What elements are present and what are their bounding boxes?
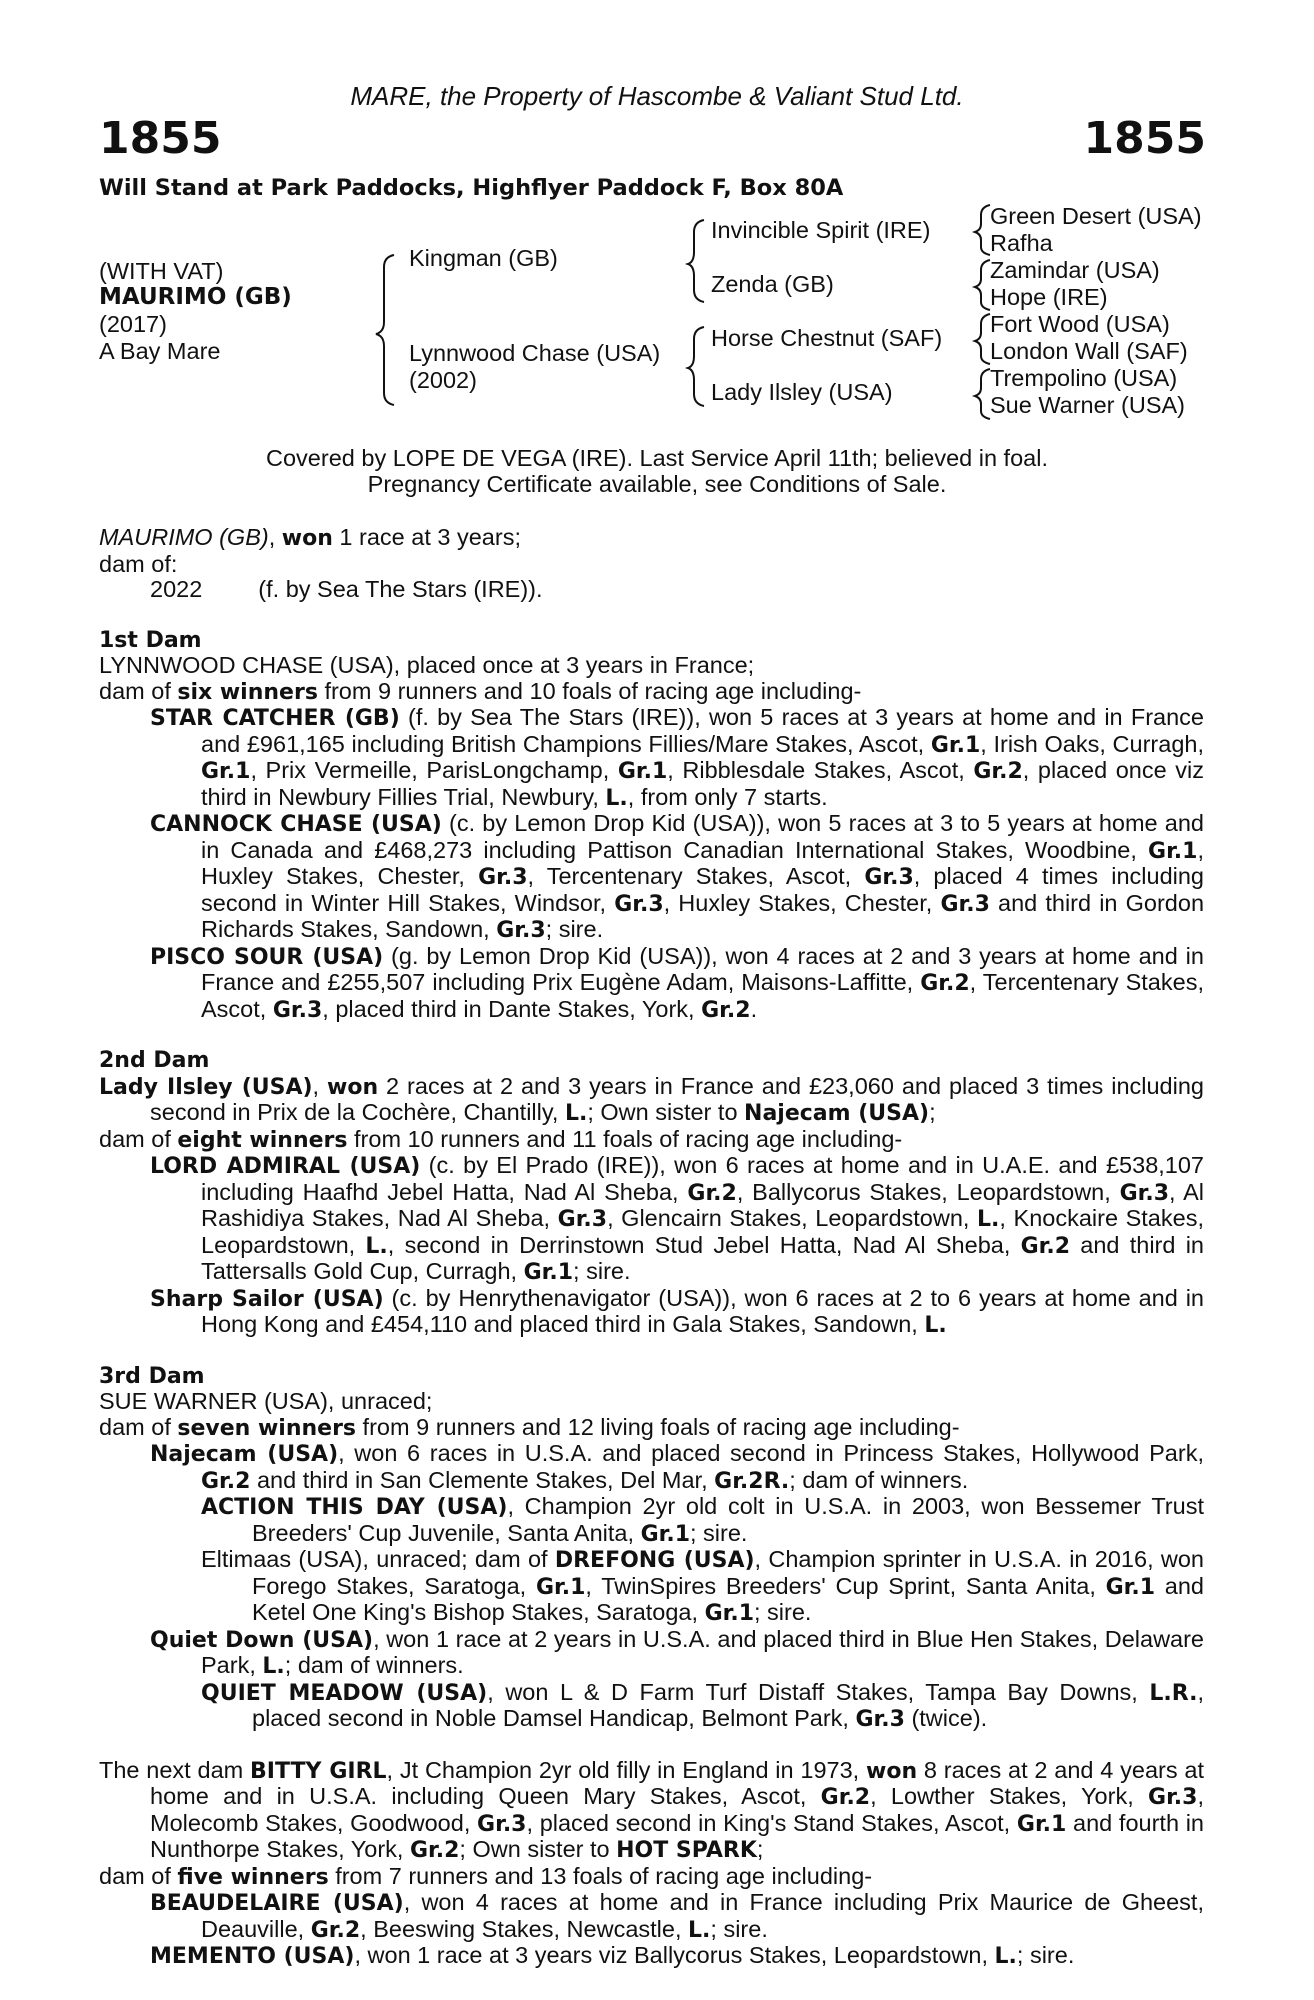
third-dam-damof-b: seven winners <box>177 1415 357 1441</box>
next-dam-line: The next dam BITTY GIRL, Jt Champion 2yr old filly in England in 1973, won 8 races at 2 and 4 years at home and in U.S.A. including Queen Mary Stakes, Ascot, Gr.2, Lowther Stakes, York, Gr.3, Molecomb Stakes, Goodwood, Gr.3, placed second in King's Stand Stakes, Ascot, Gr.1 and fourth in Nunthorpe Stakes, York, Gr.2; Own sister to HOT SPARK; <box>99 1756 1205 1863</box>
first-dam-damof <box>99 679 1204 706</box>
foal-year: 2022 <box>150 576 203 602</box>
next-dam-damof-b: five winners <box>177 1864 329 1890</box>
first-dam-heading: 1st Dam <box>99 627 202 653</box>
vat-label: (WITH VAT) <box>99 258 224 284</box>
pedigree-sds: Zamindar (USA) <box>990 257 1160 283</box>
third-dam-damof <box>99 1415 1204 1442</box>
progeny-quiet-meadow: QUIET MEADOW (USA), won L & D Farm Turf Distaff Stakes, Tampa Bay Downs, L.R., placed second in Noble Damsel Handicap, Belmont Park, Gr.3 (twice). <box>201 1678 1204 1732</box>
progeny-quiet-down: Quiet Down (USA), won 1 race at 2 years in U.S.A. and placed third in Blue Hen Stakes, Delaware Park, L.; dam of winners. <box>150 1625 1204 1679</box>
progeny-sharp-sailor: Sharp Sailor (USA) (c. by Henrythenavigator (USA)), won 6 races at 2 to 6 years at home and in Hong Kong and £454,110 and placed third in Gala Stakes, Sandown, L. <box>150 1284 1204 1338</box>
progeny-beaudelaire: BEAUDELAIRE (USA), won 4 races at home and in France including Prix Maurice de Gheest, Deauville, Gr.2, Beeswing Stakes, Newcastle, L.; sire. <box>150 1889 1204 1943</box>
second-dam-damof-c: from 10 runners and 11 foals of racing age including- <box>347 1125 903 1152</box>
pedigree-dsd: London Wall (SAF) <box>990 338 1188 364</box>
second-dam-line: Lady Ilsley (USA), won 2 races at 2 and 3 years in France and £23,060 and placed 3 times including second in Prix de la Cochère, Chantilly, L.; Own sister to Najecam (USA); <box>99 1072 1204 1126</box>
third-dam-damof-a: dam of <box>99 1413 178 1440</box>
first-dam-damof-c: from 9 runners and 10 foals of racing age including- <box>317 677 862 704</box>
progeny-lord-admiral: LORD ADMIRAL (USA) (c. by El Prado (IRE)), won 6 races at home and in U.A.E. and £538,107 including Haafhd Jebel Hatta, Nad Al Sheba, Gr.2, Ballycorus Stakes, Leopardstown, Gr.3, Al Rashidiya Stakes, Nad Al Sheba, Gr.3, Glencairn Stakes, Leopardstown, L., Knockaire Stakes, Leopardstown, L., second in Derrinstown Stud Jebel Hatta, Nad Al Sheba, Gr.2 and third in Tattersalls Gold Cup, Curragh, Gr.1; sire. <box>150 1152 1204 1285</box>
horse-name: MAURIMO (GB) <box>99 284 292 310</box>
intro-horse-name: MAURIMO (GB) <box>99 524 269 550</box>
progeny-memento: MEMENTO (USA), won 1 race at 3 years viz Ballycorus Stakes, Leopardstown, L.; sire. <box>150 1942 1075 1969</box>
intro-rest: 1 race at 3 years; <box>332 524 521 550</box>
progeny-star-catcher: STAR CATCHER (GB) (f. by Sea The Stars (IRE)), won 5 races at 3 years at home and in France and £961,165 including British Champions Fillies/Mare Stakes, Ascot, Gr.1, Irish Oaks, Curragh, Gr.1, Prix Vermeille, ParisLongchamp, Gr.1, Ribblesdale Stakes, Ascot, Gr.2, placed once viz third in Newbury Fillies Trial, Newbury, L., from only 7 starts. <box>150 704 1204 811</box>
pedigree-dam: Lynnwood Chase (USA) <box>409 340 661 366</box>
pedigree-sire: Kingman (GB) <box>409 245 558 271</box>
next-dam-damof <box>99 1864 1204 1891</box>
pedigree-ssd: Rafha <box>990 230 1053 256</box>
second-dam-damof-b: eight winners <box>177 1127 348 1153</box>
progeny-najecam: Najecam (USA), won 6 races in U.S.A. and placed second in Princess Stakes, Hollywood Park, Gr.2 and third in San Clemente Stakes, Del Mar, Gr.2R.; dam of winners. <box>150 1440 1204 1494</box>
horse-description: A Bay Mare <box>99 338 221 364</box>
pedigree-sss: Green Desert (USA) <box>990 203 1202 229</box>
intro-foal <box>99 577 1204 603</box>
pedigree-dds: Trempolino (USA) <box>990 365 1178 391</box>
second-dam-damof-a: dam of <box>99 1125 178 1152</box>
catalogue-body <box>99 525 1204 1970</box>
second-dam-damof <box>99 1127 1204 1154</box>
horse-year: (2017) <box>99 311 167 337</box>
first-dam-damof-b: six winners <box>177 679 318 705</box>
intro-line: MAURIMO (GB), won 1 race at 3 years; <box>99 524 521 551</box>
progeny-eltimaas: Eltimaas (USA), unraced; dam of DREFONG (USA), Champion sprinter in U.S.A. in 2016, won Forego Stakes, Saratoga, Gr.1, TwinSpires Breeders' Cup Sprint, Santa Anita, Gr.1 and Ketel One King's Bishop Stakes, Saratoga, Gr.1; sire. <box>201 1546 1204 1626</box>
lot-number-left: 1855 <box>99 113 222 164</box>
progeny-cannock-chase: CANNOCK CHASE (USA) (c. by Lemon Drop Kid (USA)), won 5 races at 3 to 5 years at home and in Canada and £468,273 including Pattison Canadian International Stakes, Woodbine, Gr.1, Huxley Stakes, Chester, Gr.3, Tercentenary Stakes, Ascot, Gr.3, placed 4 times including second in Winter Hill Stakes, Windsor, Gr.3, Huxley Stakes, Chester, Gr.3 and third in Gordon Richards Stakes, Sandown, Gr.3; sire. <box>150 810 1205 943</box>
next-dam-damof-c: from 7 runners and 13 foals of racing age including- <box>328 1862 873 1889</box>
pedigree-sire-dam: Zenda (GB) <box>711 271 834 297</box>
pedigree-dss: Fort Wood (USA) <box>990 311 1170 337</box>
stand-location: Will Stand at Park Paddocks, Highflyer Paddock F, Box 80A <box>99 175 844 201</box>
next-dam-damof-a: dam of <box>99 1862 178 1889</box>
pedigree-dam-dam: Lady Ilsley (USA) <box>711 379 893 405</box>
progeny-pisco-sour: PISCO SOUR (USA) (g. by Lemon Drop Kid (USA)), won 4 races at 2 and 3 years at home and in France and £255,507 including Prix Eugène Adam, Maisons-Laffitte, Gr.2, Tercentenary Stakes, Ascot, Gr.3, placed third in Dante Stakes, York, Gr.2. <box>150 942 1204 1023</box>
third-dam-damof-c: from 9 runners and 12 living foals of racing age including- <box>356 1413 960 1440</box>
covering-note-line1: Covered by LOPE DE VEGA (IRE). Last Service April 11th; believed in foal. <box>266 445 1048 471</box>
pedigree-sdd: Hope (IRE) <box>990 284 1108 310</box>
foal-desc: (f. by Sea The Stars (IRE)). <box>258 576 543 602</box>
sale-header-title: MARE, the Property of Hascombe & Valiant Stud Ltd. <box>350 81 964 111</box>
intro-damof: dam of: <box>99 550 178 577</box>
covering-note-line2: Pregnancy Certificate available, see Conditions of Sale. <box>367 471 947 497</box>
first-dam-damof-a: dam of <box>99 677 178 704</box>
pedigree-dam-sire: Horse Chestnut (SAF) <box>711 325 943 351</box>
pedigree-ddd: Sue Warner (USA) <box>990 392 1186 418</box>
intro-won: won <box>281 526 333 551</box>
lot-number-right: 1855 <box>1083 113 1206 164</box>
second-dam-heading: 2nd Dam <box>99 1048 210 1073</box>
first-dam-line: LYNNWOOD CHASE (USA), placed once at 3 years in France; <box>99 652 755 678</box>
third-dam-heading: 3rd Dam <box>99 1363 205 1389</box>
pedigree-dam-year: (2002) <box>409 367 477 393</box>
progeny-action-this-day: ACTION THIS DAY (USA), Champion 2yr old colt in U.S.A. in 2003, won Bessemer Trust Breeders' Cup Juvenile, Santa Anita, Gr.1; sire. <box>201 1493 1204 1547</box>
third-dam-line: SUE WARNER (USA), unraced; <box>99 1388 433 1414</box>
pedigree-sire-sire: Invincible Spirit (IRE) <box>711 217 931 243</box>
